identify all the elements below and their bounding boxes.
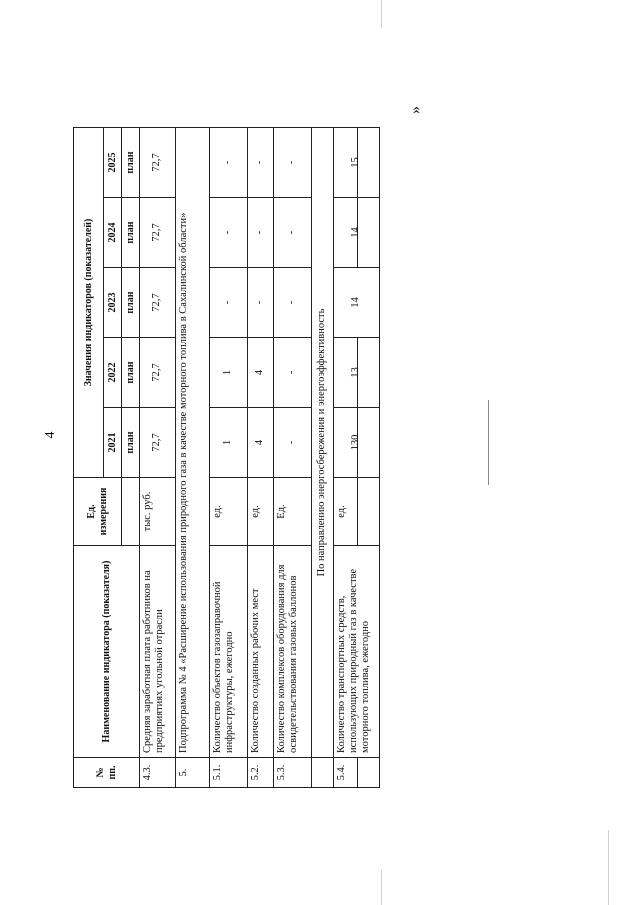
row-indicator-name: Количество объектов газозаправочной инфраструктуры, ежегодно <box>210 546 248 758</box>
scan-artifact-line <box>488 400 489 485</box>
row-value: 14 <box>334 268 380 338</box>
indicator-table-wrapper <box>73 128 372 788</box>
row-num: 5.4. <box>334 758 380 788</box>
table-row <box>248 128 274 788</box>
row-value: 4 <box>248 338 274 408</box>
strikethrough-line <box>357 758 358 787</box>
row-num: 5.1. <box>210 758 248 788</box>
section-title: По направлению энергосбережения и энергоэффективность <box>312 128 334 758</box>
header-year: 2023 <box>104 268 122 338</box>
page-number: 4 <box>43 431 58 439</box>
row-value: - <box>248 268 274 338</box>
header-year: 2021 <box>104 408 122 478</box>
header-unit: Ед. измерения <box>74 478 122 546</box>
row-value: 72,7 <box>140 268 176 338</box>
row-num: 5. <box>176 758 210 788</box>
row-value: 72,7 <box>140 128 176 198</box>
row-value: - <box>248 198 274 268</box>
section-title: Подпрограмма № 4 «Расширение использования природного газа в качестве моторного топлива в Сахалинской области» <box>176 128 210 758</box>
header-unit-empty <box>122 478 140 546</box>
header-plan: план <box>122 338 140 408</box>
table-section-row <box>176 128 210 788</box>
row-value: 72,7 <box>140 408 176 478</box>
scan-artifact-line <box>381 870 382 905</box>
row-unit: ед. <box>248 478 274 546</box>
row-unit: ед. <box>334 478 380 546</box>
header-indicator-name: Наименование индикатора (показателя) <box>74 546 140 758</box>
header-plan: план <box>122 128 140 198</box>
row-value: 4 <box>248 408 274 478</box>
row-value: 13 <box>334 338 380 408</box>
header-num: № пп. <box>74 758 140 788</box>
table-row <box>210 128 248 788</box>
table-section-row <box>312 128 334 788</box>
row-value: - <box>248 128 274 198</box>
row-indicator-name: Количество транспортных средств, использующих природный газ в качестве моторного топлива, ежегодно <box>334 546 380 758</box>
row-value: 72,7 <box>140 198 176 268</box>
row-value: 14 <box>334 198 380 268</box>
row-value: - <box>274 198 312 268</box>
header-year: 2024 <box>104 198 122 268</box>
row-value: - <box>274 268 312 338</box>
row-indicator-name: Количество созданных рабочих мест <box>248 546 274 758</box>
table-row <box>274 128 312 788</box>
row-unit: тыс. руб. <box>140 478 176 546</box>
table-row <box>334 128 380 788</box>
row-value: - <box>210 268 248 338</box>
row-value: 1 <box>210 338 248 408</box>
row-indicator-name: Средняя заработная плата работников на предприятиях угольной отрасли <box>140 546 176 758</box>
row-value: - <box>274 128 312 198</box>
scan-artifact-line <box>381 0 382 28</box>
header-plan: план <box>122 268 140 338</box>
row-value: - <box>274 338 312 408</box>
row-value: - <box>210 128 248 198</box>
row-unit: ед. <box>210 478 248 546</box>
row-num: 5.2. <box>248 758 274 788</box>
row-unit: Ед. <box>274 478 312 546</box>
row-num: 5.3. <box>274 758 312 788</box>
row-value: 15 <box>334 128 380 198</box>
header-plan: план <box>122 198 140 268</box>
scan-artifact-line <box>608 830 609 905</box>
header-values-group: Значения индикаторов (показателей) <box>74 128 104 478</box>
row-value: 1 <box>210 408 248 478</box>
row-indicator-name: Количество комплексов оборудования для освидетельствования газовых баллонов <box>274 546 312 758</box>
indicator-table <box>73 127 380 788</box>
header-year: 2022 <box>104 338 122 408</box>
row-value: - <box>210 198 248 268</box>
row-value: - <box>274 408 312 478</box>
header-year: 2025 <box>104 128 122 198</box>
row-num: 4.3. <box>140 758 176 788</box>
row-value: 72,7 <box>140 338 176 408</box>
header-plan: план <box>122 408 140 478</box>
closing-quote-mark: » <box>407 106 424 114</box>
row-value: 130 <box>334 408 380 478</box>
row-num <box>312 758 334 788</box>
table-row <box>140 128 176 788</box>
strikethrough-line <box>357 478 358 545</box>
